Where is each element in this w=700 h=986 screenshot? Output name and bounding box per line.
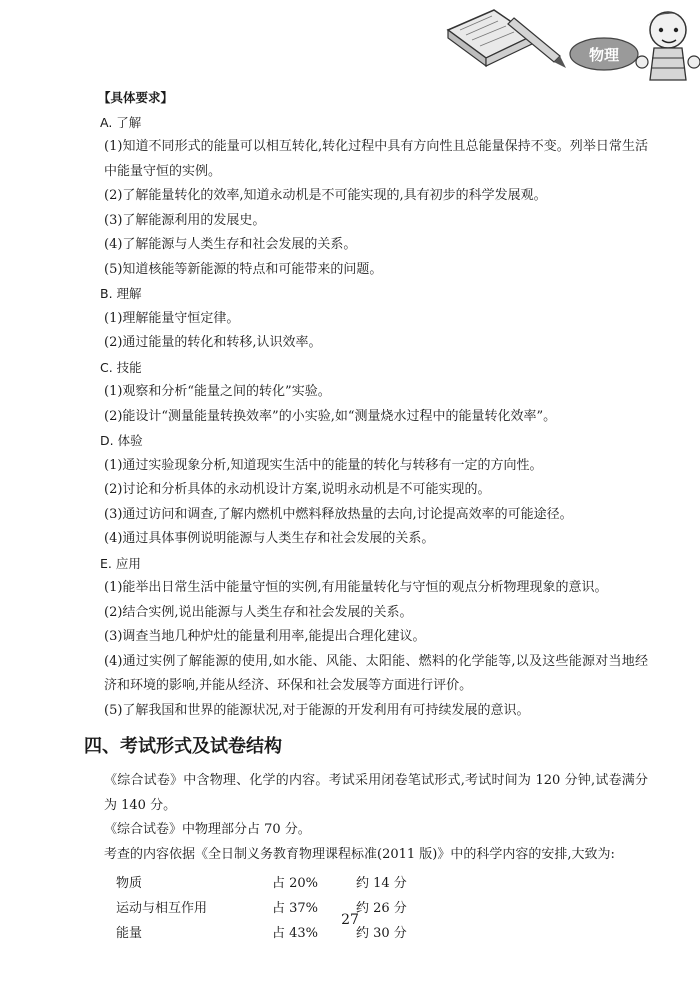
section-d-item: (1)通过实验现象分析,知道现实生活中的能量的转化与转移有一定的方向性。 [104, 457, 543, 473]
book-icon [448, 10, 532, 66]
points-cell: 约 14 分 [356, 876, 407, 891]
section-c-title: C. 技能 [100, 359, 142, 375]
section-a-item: (4)了解能源与人类生存和社会发展的关系。 [104, 237, 357, 252]
section-b-title: B. 理解 [100, 286, 142, 301]
section-e-title: E. 应用 [100, 555, 141, 571]
exam-paragraph: 考查的内容依据《全日制义务教育物理课程标准(2011 版)》中的科学内容的安排,大致为: [104, 846, 615, 862]
topic-cell: 能量 [116, 926, 143, 941]
section-e-item: (1)能举出日常生活中能量守恒的实例,有用能量转化与守恒的观点分析物理现象的意识。 [104, 580, 608, 595]
points-cell: 约 26 分 [356, 901, 407, 916]
percent-cell: 占 37% [272, 901, 319, 916]
section-a-title: A. 了解 [100, 114, 142, 130]
section-d-item: (3)通过访问和调查,了解内燃机中燃料释放热量的去向,讨论提高效率的可能途径。 [104, 506, 573, 522]
topic-cell: 物质 [116, 876, 143, 891]
section-a-item: (3)了解能源利用的发展史。 [104, 212, 266, 228]
requirements-title: 【具体要求】 [98, 90, 174, 105]
subject-label: 物理 [588, 46, 620, 64]
section-a-item: (5)知道核能等新能源的特点和可能带来的问题。 [104, 261, 383, 277]
section-d-title: D. 体验 [100, 433, 143, 448]
exam-paragraph: 《综合试卷》中物理部分占 70 分。 [104, 822, 311, 837]
section-c-item: (1)观察和分析“能量之间的转化”实验。 [104, 384, 331, 399]
section-b-item: (1)理解能量守恒定律。 [104, 310, 240, 326]
score-distribution-table [116, 869, 476, 944]
topic-cell: 运动与相互作用 [116, 901, 208, 916]
section-a-item: (1)知道不同形式的能量可以相互转化,转化过程中具有方向性且总能量保持不变。列举日常生活中能量守恒的实例。 [104, 139, 648, 179]
page-content [78, 86, 648, 944]
cartoon-mascot-icon [636, 12, 700, 80]
section-d-item: (2)讨论和分析具体的永动机设计方案,说明永动机是不可能实现的。 [104, 482, 491, 497]
points-cell: 约 30 分 [356, 926, 407, 941]
percent-cell: 占 43% [272, 926, 319, 941]
section-e-item: (4)通过实例了解能源的使用,如水能、风能、太阳能、燃料的化学能等,以及这些能源对当地经济和环境的影响,并能从经济、环保和社会发展等方面进行评价。 [104, 653, 648, 693]
page-number: 27 [341, 912, 359, 928]
section-a-item: (2)了解能量转化的效率,知道永动机是不可能实现的,具有初步的科学发展观。 [104, 188, 547, 203]
section-b-item: (2)通过能量的转化和转移,认识效率。 [104, 335, 322, 350]
table-row [116, 869, 476, 894]
section-d-item: (4)通过具体事例说明能源与人类生存和社会发展的关系。 [104, 531, 435, 546]
subject-header-illustration [436, 0, 700, 90]
section-e-item: (5)了解我国和世界的能源状况,对于能源的开发利用有可持续发展的意识。 [104, 702, 530, 718]
percent-cell: 占 20% [272, 876, 319, 891]
exam-paragraph: 《综合试卷》中含物理、化学的内容。考试采用闭卷笔试形式,考试时间为 120 分钟,试卷满分为 140 分。 [104, 773, 648, 813]
section-e-item: (3)调查当地几种炉灶的能量利用率,能提出合理化建议。 [104, 629, 426, 644]
section-c-item: (2)能设计“测量能量转换效率”的小实验,如“测量烧水过程中的能量转化效率”。 [104, 408, 557, 424]
exam-section-heading: 四、考试形式及试卷结构 [84, 736, 282, 757]
section-e-item: (2)结合实例,说出能源与人类生存和社会发展的关系。 [104, 604, 413, 620]
